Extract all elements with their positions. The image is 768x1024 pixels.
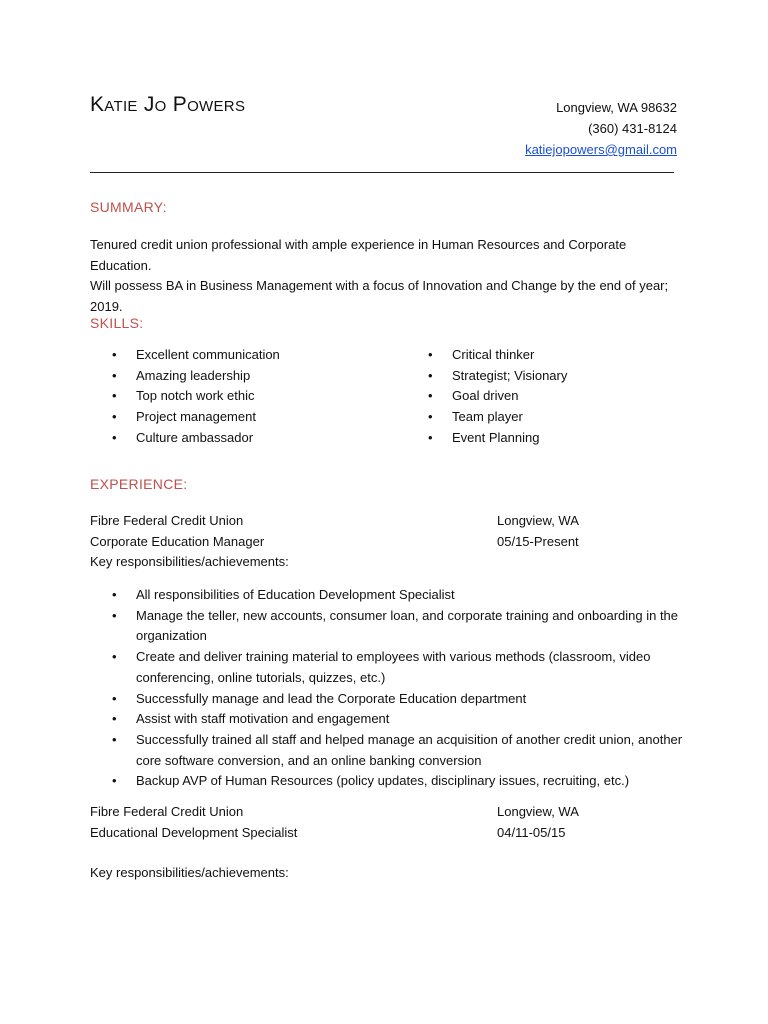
responsibility-item: • Assist with staff motivation and engagement bbox=[112, 709, 702, 730]
experience-heading: EXPERIENCE: bbox=[90, 476, 188, 492]
job-location: Longview, WA bbox=[497, 804, 579, 819]
contact-phone: (360) 431-8124 bbox=[588, 121, 677, 136]
job-location: Longview, WA bbox=[497, 513, 579, 528]
responsibility-item: • Manage the teller, new accounts, consumer loan, and corporate training and onboarding in the organization bbox=[112, 606, 702, 647]
contact-block bbox=[525, 97, 677, 160]
job-dates: 04/11-05/15 bbox=[497, 825, 566, 840]
summary-line: 2019. bbox=[90, 299, 123, 315]
summary-text bbox=[90, 235, 690, 318]
job-employer-row bbox=[90, 802, 590, 823]
job-dates: 05/15-Present bbox=[497, 534, 579, 549]
skill-item: • Excellent communication bbox=[112, 345, 392, 366]
job-title-row bbox=[90, 823, 590, 844]
job-employer: Fibre Federal Credit Union bbox=[90, 804, 244, 819]
header-divider bbox=[90, 172, 674, 173]
contact-email-link[interactable]: katiejopowers@gmail.com bbox=[525, 142, 677, 157]
job-title: Educational Development Specialist bbox=[90, 825, 298, 840]
skill-item: • Culture ambassador bbox=[112, 428, 392, 449]
skills-list-left bbox=[112, 345, 392, 449]
resume-name: Katie Jo Powers bbox=[90, 93, 246, 116]
job-title: Corporate Education Manager bbox=[90, 534, 265, 549]
job-responsibilities-list bbox=[112, 585, 702, 792]
skill-item: • Amazing leadership bbox=[112, 366, 392, 387]
skill-item: • Project management bbox=[112, 407, 392, 428]
job-employer-row bbox=[90, 511, 590, 532]
skills-heading: SKILLS: bbox=[90, 315, 144, 331]
skill-item: • Goal driven bbox=[428, 386, 688, 407]
summary-line: Tenured credit union professional with ample experience in Human Resources and Corporate Education. bbox=[90, 237, 627, 273]
responsibility-item: • Successfully trained all staff and helped manage an acquisition of another credit union, another core software conversion, and an online banking conversion bbox=[112, 730, 702, 771]
summary-line: Will possess BA in Business Management with a focus of Innovation and Change by the end of year; bbox=[90, 278, 669, 294]
skill-item: • Top notch work ethic bbox=[112, 386, 392, 407]
responsibility-item: • Backup AVP of Human Resources (policy updates, disciplinary issues, recruiting, etc.) bbox=[112, 771, 702, 792]
summary-heading: SUMMARY: bbox=[90, 199, 167, 215]
responsibility-item: • Create and deliver training material to employees with various methods (classroom, video conferencing, online tutorials, quizzes, etc.) bbox=[112, 647, 702, 688]
job-employer: Fibre Federal Credit Union bbox=[90, 513, 244, 528]
skill-item: • Critical thinker bbox=[428, 345, 688, 366]
skills-list-right bbox=[428, 345, 688, 449]
skill-item: • Team player bbox=[428, 407, 688, 428]
skill-item: • Strategist; Visionary bbox=[428, 366, 688, 387]
responsibility-item: • Successfully manage and lead the Corporate Education department bbox=[112, 689, 702, 710]
responsibility-item: • All responsibilities of Education Development Specialist bbox=[112, 585, 702, 606]
job-title-row bbox=[90, 532, 590, 553]
job-key-label: Key responsibilities/achievements: bbox=[90, 865, 289, 880]
contact-location: Longview, WA 98632 bbox=[556, 100, 677, 115]
skill-item: • Event Planning bbox=[428, 428, 688, 449]
job-key-label: Key responsibilities/achievements: bbox=[90, 554, 289, 569]
